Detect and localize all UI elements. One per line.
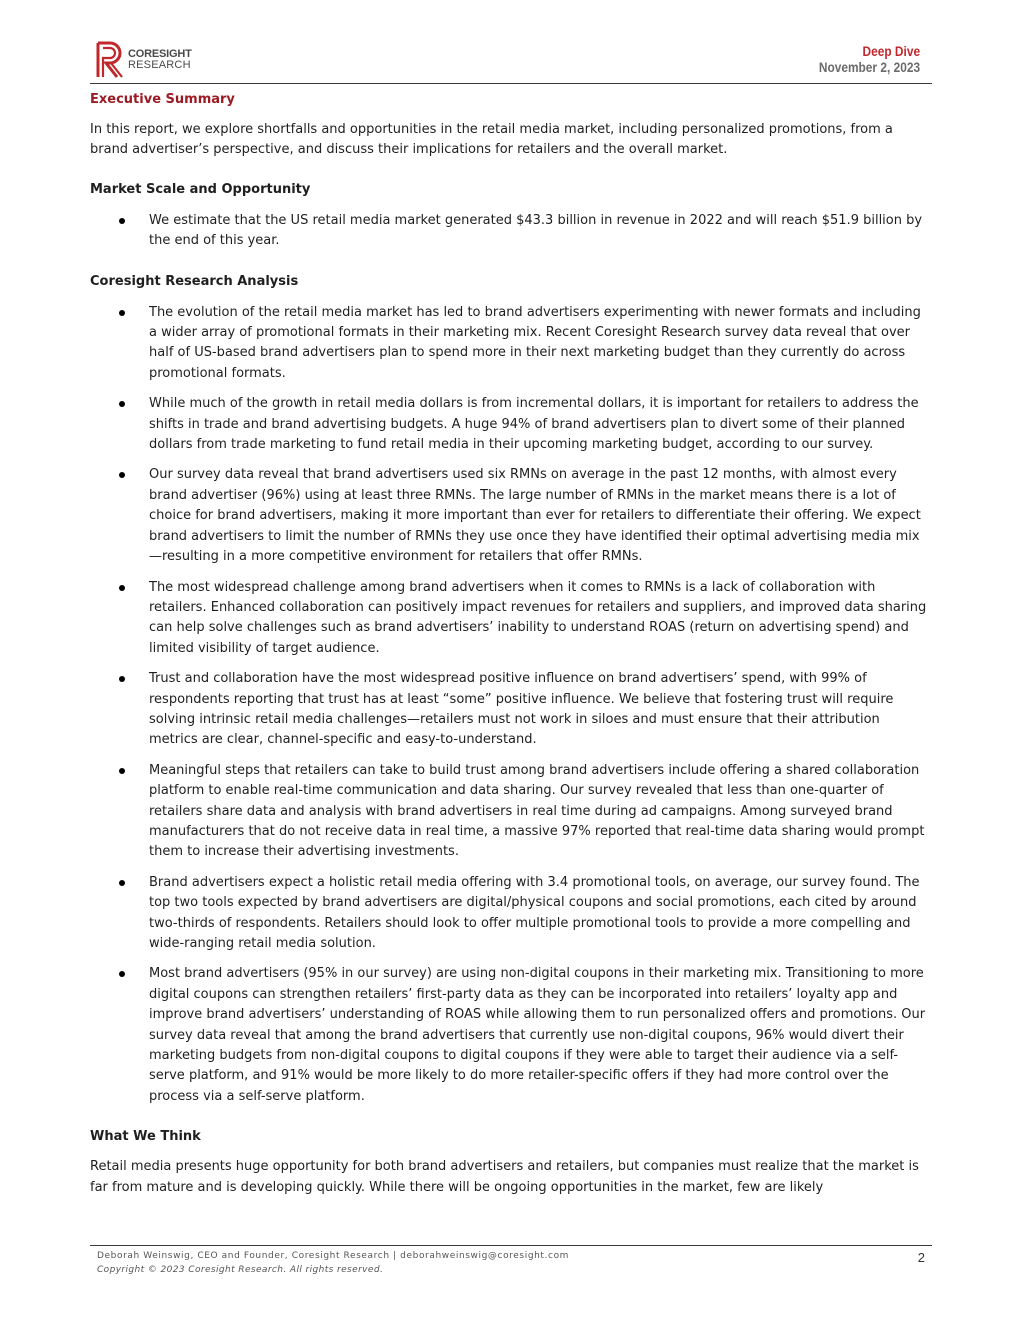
executive-summary-intro: In this report, we explore shortfalls and opportunities in the retail media market, including personalized promotions, from a brand advertiser’s perspective, and discuss their implications for retailers and the overall market. <box>90 122 893 158</box>
list-item <box>90 303 932 385</box>
section-heading-analysis: Coresight Research Analysis <box>90 273 299 289</box>
market-scale-list <box>90 211 932 252</box>
bullet-text: While much of the growth in retail media dollars is from incremental dollars, it is important for retailers to address the shifts in trade and brand advertising budgets. A huge 94% of brand advertisers plan to divert some of their planned dollars from trade marketing to fund retail media in their upcoming marketing budget, according to our survey. <box>149 396 919 453</box>
list-item <box>90 578 932 660</box>
bullet-text: We estimate that the US retail media market generated $43.3 billion in revenue in 2022 and will reach $51.9 billion by the end of this year. <box>149 212 923 249</box>
coresight-logo-mark-icon <box>95 40 125 80</box>
bullet-text: Trust and collaboration have the most widespread positive influence on brand advertisers’ spend, with 99% of respondents reporting that trust has at least “some” positive influence. We believe that fostering trust will require solving intrinsic retail media challenges—retailers must not work in siloes and must ensure that their attribution metrics are clear, channel-specific and easy-to-understand. <box>149 671 894 748</box>
logo-wordmark-sub: RESEARCH <box>128 59 191 71</box>
footer-divider <box>90 1245 932 1246</box>
section-heading-market-scale: Market Scale and Opportunity <box>90 181 311 197</box>
list-item <box>90 669 932 751</box>
bullet-icon <box>119 218 125 224</box>
list-item <box>90 761 932 863</box>
bullet-icon <box>119 768 125 774</box>
bullet-text: Our survey data reveal that brand advertisers used six RMNs on average in the past 12 months, with almost every brand advertiser (96%) using at least three RMNs. The large number of RMNs in the market means there is a lot of choice for brand advertisers, making it more important than ever for retailers to differentiate their offering. We expect brand advertisers to limit the number of RMNs they use once they have identified their optimal advertising media mix—resulting in a more competitive environment for retailers that offer RMNs. <box>149 467 921 565</box>
bullet-icon <box>119 880 125 886</box>
executive-summary-title: Executive Summary <box>90 92 235 107</box>
list-item <box>90 211 932 252</box>
page-header <box>90 38 932 84</box>
footer-copyright: Copyright © 2023 Coresight Research. All rights reserved. <box>97 1265 384 1275</box>
bullet-icon <box>119 585 125 591</box>
bullet-text: Meaningful steps that retailers can take to build trust among brand advertisers include offering a shared collaboration platform to enable real-time communication and data sharing. Our survey revealed that less than one-quarter of retailers share data and analysis with brand advertisers in real time during ad campaigns. Among surveyed brand manufacturers that do not receive data in real time, a massive 97% reported that real-time data sharing would prompt them to increase their advertising investments. <box>149 762 925 860</box>
bullet-text: The evolution of the retail media market has led to brand advertisers experimenting with newer formats and including a wider array of promotional formats in their marketing mix. Recent Coresight Research survey data reveal that over half of US-based brand advertisers plan to spend more in their next marketing budget than they currently do across promotional formats. <box>149 304 921 381</box>
what-we-think-text: Retail media presents huge opportunity for both brand advertisers and retailers, but companies must realize that the market is far from mature and is developing quickly. While there will be ongoing opportunities in the market, few are likely <box>90 1159 919 1195</box>
list-item <box>90 465 932 567</box>
header-divider <box>90 83 932 84</box>
bullet-text: Brand advertisers expect a holistic retail media offering with 3.4 promotional tools, on average, our survey found. The top two tools expected by brand advertisers are digital/physical coupons and social promotions, each cited by around two-thirds of respondents. Retailers should look to offer multiple promotional tools to provide a more compelling and wide-ranging retail media solution. <box>149 874 920 951</box>
bullet-icon <box>119 676 125 682</box>
page-content <box>90 90 932 1198</box>
report-type: Deep Dive <box>862 43 920 59</box>
bullet-icon <box>119 971 125 977</box>
footer-author: Deborah Weinswig, CEO and Founder, Coresight Research | deborahweinswig@coresight.com <box>97 1251 570 1261</box>
bullet-text: Most brand advertisers (95% in our survey) are using non-digital coupons in their marketing mix. Transitioning to more digital coupons can strengthen retailers’ first-party data as they can be incorporated into retailers’ loyalty app and improve brand advertisers’ understanding of ROAS while allowing them to run personalized offers and promotions. Our survey data reveal that among the brand advertisers that currently use non-digital coupons, 96% would divert their marketing budgets from non-digital coupons to digital coupons if they were able to target their audience via a self-serve platform, and 91% would be more likely to do more retailer-specific offers if they had more control over the process via a self-serve platform. <box>149 966 926 1104</box>
bullet-icon <box>119 401 125 407</box>
logo-wordmark: CORESIGHT <box>128 48 192 60</box>
bullet-icon <box>119 310 125 316</box>
analysis-list <box>90 303 932 1108</box>
bullet-icon <box>119 472 125 478</box>
page-footer <box>97 1249 569 1277</box>
coresight-logo <box>95 40 195 82</box>
report-date: November 2, 2023 <box>818 59 920 75</box>
list-item <box>90 964 932 1107</box>
list-item <box>90 873 932 955</box>
list-item <box>90 394 932 455</box>
section-heading-what-we-think: What We Think <box>90 1129 201 1145</box>
page-number: 2 <box>917 1250 925 1265</box>
bullet-text: The most widespread challenge among brand advertisers when it comes to RMNs is a lack of collaboration with retailers. Enhanced collaboration can positively impact revenues for retailers and suppliers, and improved data sharing can help solve challenges such as brand advertisers’ inability to understand ROAS (return on advertising spend) and limited visibility of target audience. <box>149 579 927 656</box>
